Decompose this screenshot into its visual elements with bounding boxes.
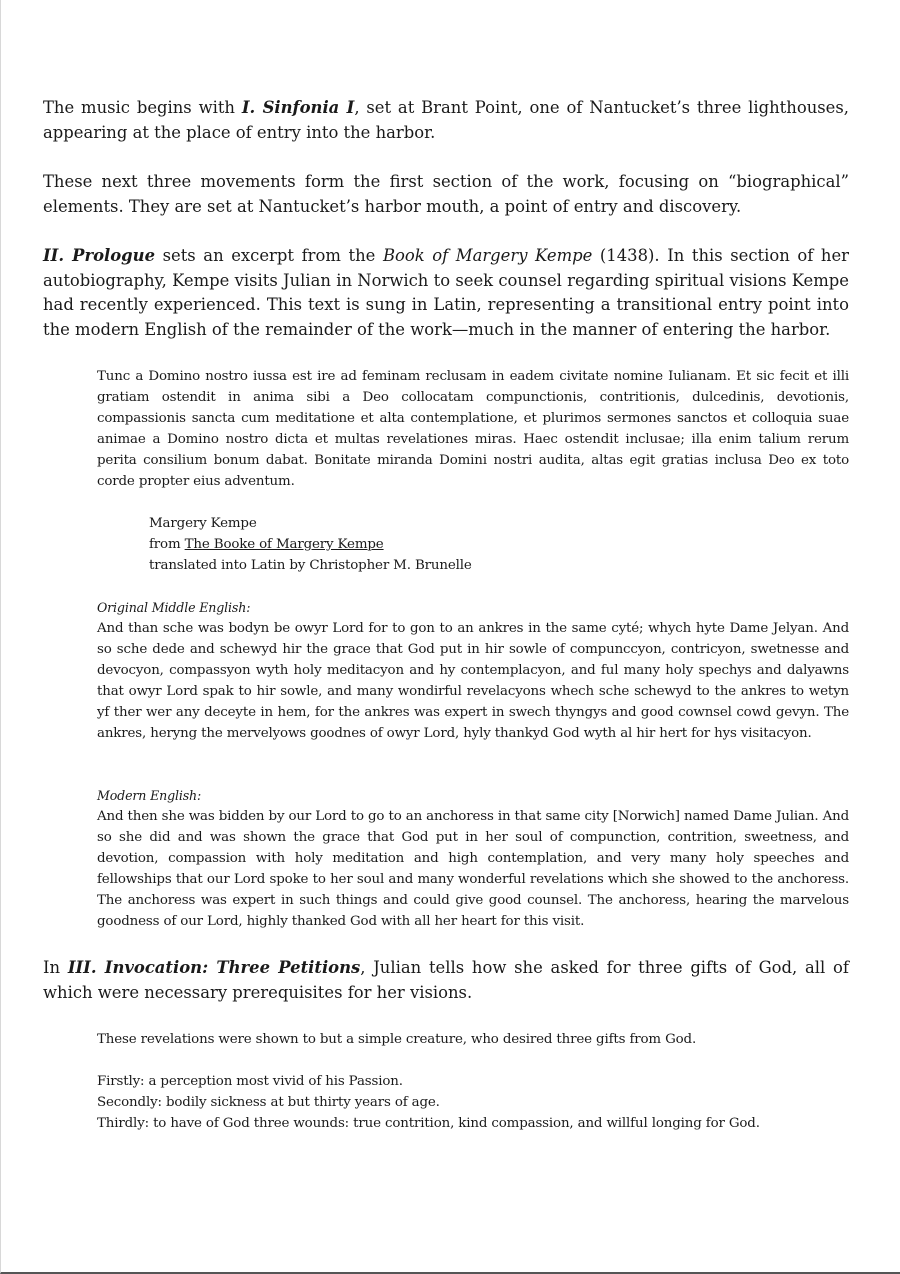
movement-title-sinfonia: I. Sinfonia I xyxy=(241,98,355,117)
attribution-block xyxy=(149,513,472,576)
latin-quote: Tunc a Domino nostro iussa est ire ad feminam reclusam in eadem civitate nomine Iulianam. Et sic fecit et illi gratiam ostendit in anima sibi a Deo collocatam compunctionis, contritionis, dulcedinis, devotionis, compassionis sancta cum meditatione et alta contemplatione, et plurimos sermones sanctos et colloquia suae animae a Domino nostro dicta et multas revelationes miras. Haec ostendit inclusae; illa enim talium rerum perita consilium bonum dabat. Bonitate miranda Domini nostri audita, altas egit gratias inclusa Deo ex toto corde propter eius adventum. xyxy=(97,369,849,489)
paragraph-section-intro: These next three movements form the first section of the work, focusing on “biographical” elements. They are set at Nantucket’s harbor mouth, a point of entry and discovery. xyxy=(43,172,849,216)
p3-pre: sets an excerpt from the xyxy=(155,246,383,265)
middle-english-label: Original Middle English: xyxy=(97,600,251,615)
p1-pre: The music begins with xyxy=(43,98,242,117)
p1-post: , set at Brant Point, one of Nantucket’s three lighthouses, appearing at the place of entry into the harbor. xyxy=(43,98,849,142)
list-item: Thirdly: to have of God three wounds: true contrition, kind compassion, and willful longing for God. xyxy=(97,1116,760,1131)
list-item: Secondly: bodily sickness at but thirty years of age. xyxy=(97,1095,440,1110)
modern-english-text: And then she was bidden by our Lord to go to an anchoress in that same city [Norwich] named Dame Julian. And so she did and was shown the grace that God put in her soul of compunction, contrition, sweetness, and devotion, compassion with holy meditation and high contemplation, and very many holy speeches and fellowships that our Lord spoke to her soul and many wonderful revelations which she showed to the anchoress. The anchoress was expert in such things and could give good counsel. The anchoress, hearing the marvelous goodness of our Lord, highly thanked God with all her heart for this visit. xyxy=(97,809,849,929)
paragraph-invocation xyxy=(43,956,849,1005)
p4-post: , Julian tells how she asked for three gifts of God, all of which were necessary prerequisites for her visions. xyxy=(43,958,849,1002)
movement-title-prologue: II. Prologue xyxy=(43,246,155,265)
p3-post: (1438). In this section of her autobiography, Kempe visits Julian in Norwich to seek counsel regarding spiritual visions Kempe had recently experienced. This text is sung in Latin, representing a transitional entry point into the modern English of the remainder of the work—much in the manner of entering the harbor. xyxy=(43,246,850,339)
modern-english-label: Modern English: xyxy=(97,788,202,803)
list-item: Firstly: a perception most vivid of his Passion. xyxy=(97,1074,403,1089)
paragraph-prologue xyxy=(43,244,849,342)
paragraph-sinfonia xyxy=(43,96,849,145)
middle-english-text: And than sche was bodyn be owyr Lord for to gon to an ankres in the same cyté; whych hyte Dame Jelyan. And so sche dede and schewyd hir the grace that God put in hir sowle of compunccyon, contricyon, swetnesse and devocyon, compassyon wyth holy meditacyon and hy contemplacyon, and ful many holy spechys and dalyawns that owyr Lord spak to hir sowle, and many wondirful revelacyons whech sche schewyd to the ankres to wetyn yf ther wer any deceyte in hem, for the ankres was expert in swech thyngys and good cownsel cowd gevyn. The ankres, heryng the mervelyows goodnes of owyr Lord, hyly thankyd God wyth al hir hert for hys visitacyon. xyxy=(97,621,849,741)
petitions-list xyxy=(97,1071,849,1134)
modern-english-block xyxy=(97,785,849,932)
middle-english-block xyxy=(97,597,849,744)
attribution-from: from xyxy=(149,537,185,552)
attribution-translator: translated into Latin by Christopher M. Brunelle xyxy=(149,558,472,573)
petitions-intro: These revelations were shown to but a simple creature, who desired three gifts from God. xyxy=(97,1032,697,1047)
p4-pre: In xyxy=(43,958,68,977)
attribution-book-title: The Booke of Margery Kempe xyxy=(184,537,384,552)
attribution-source xyxy=(149,534,472,555)
book-title-italic: Book of Margery Kempe xyxy=(382,246,593,265)
movement-title-invocation: III. Invocation: Three Petitions xyxy=(67,958,361,977)
attribution-author: Margery Kempe xyxy=(149,516,257,531)
